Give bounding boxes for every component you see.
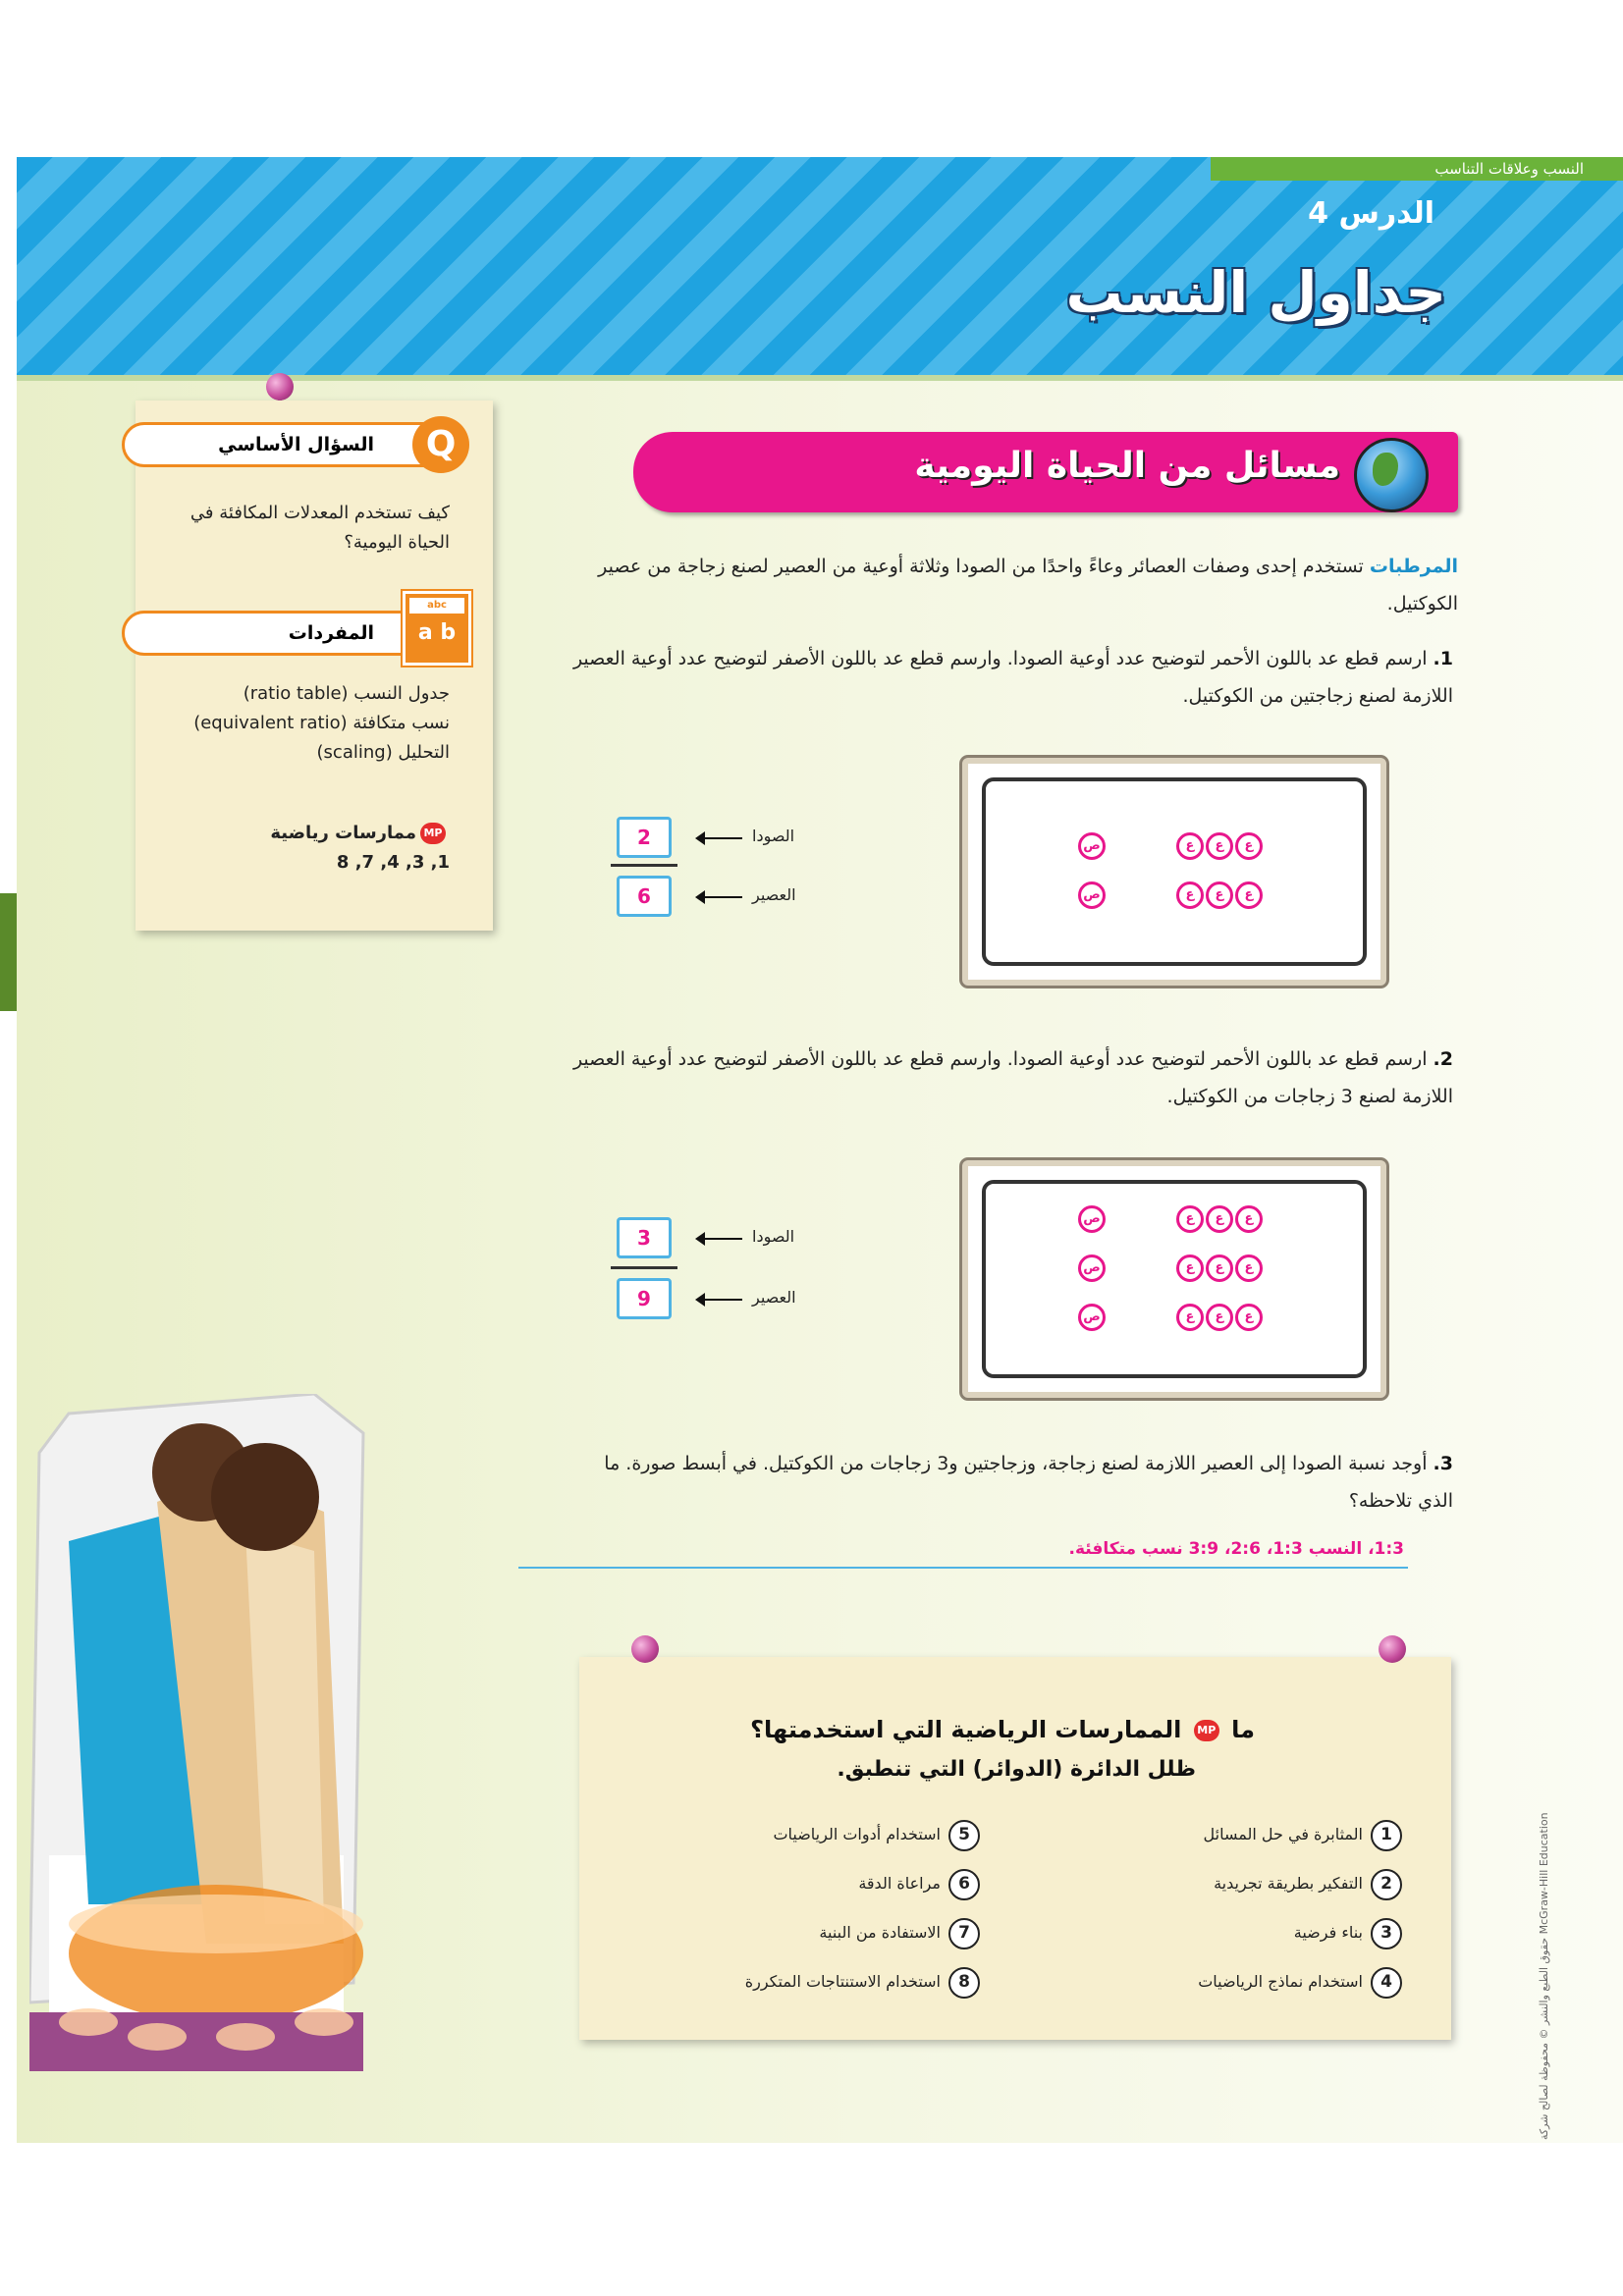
mp-option[interactable]: 7الاستفادة من البنية — [819, 1916, 980, 1949]
juice-counter: ع — [1235, 832, 1263, 860]
soda-counter: ص — [1078, 1304, 1106, 1331]
lesson-number: الدرس 4 — [1308, 196, 1434, 231]
answer-line — [518, 1567, 1408, 1569]
juice-counter: ع — [1206, 832, 1233, 860]
students-photo — [29, 1394, 530, 2110]
essential-question-note — [135, 400, 493, 931]
pushpin-icon — [266, 373, 294, 400]
math-practices-note — [579, 1657, 1451, 2040]
juice-counter: ع — [1235, 1255, 1263, 1282]
essential-question-text: كيف تستخدم المعدلات المكافئة في الحياة اليومية؟ — [189, 503, 450, 553]
juice-counter: ع — [1206, 1304, 1233, 1331]
counters-frame-1 — [962, 758, 1386, 986]
juice-label: العصير — [752, 885, 796, 904]
mp-option[interactable]: 6مراعاة الدقة — [858, 1867, 980, 1900]
essential-question-label: السؤال الأساسي — [122, 422, 446, 467]
intro-text: المرطبات تستخدم إحدى وصفات العصائر وعاءً واحدًا من الصودا وثلاثة أوعية من العصير لصنع زجاجة من عصير الكوكتيل. — [598, 556, 1458, 614]
juice-answer-box[interactable]: 9 — [617, 1278, 672, 1319]
chapter-strip: النسب وعلاقات التناسب — [1211, 157, 1623, 181]
lesson-title: جداول النسب — [1065, 259, 1446, 326]
fraction-bar — [611, 1266, 677, 1269]
vocabulary-item: نسب متكافئة (equivalent ratio) — [193, 713, 450, 733]
counters-frame-2 — [962, 1160, 1386, 1398]
mp-subtitle: ظلل الدائرة (الدوائر) التي تنطبق. — [837, 1757, 1196, 1782]
juice-counter: ع — [1176, 1304, 1204, 1331]
soda-counter: ص — [1078, 832, 1106, 860]
vocabulary-label: المفردات — [122, 611, 446, 656]
juice-counter: ع — [1176, 1205, 1204, 1233]
juice-counter: ع — [1206, 1255, 1233, 1282]
vocabulary-item: جدول النسب (ratio table) — [243, 683, 450, 704]
juice-counter: ع — [1235, 1304, 1263, 1331]
juice-counter: ع — [1176, 1255, 1204, 1282]
mp-option[interactable]: 3بناء فرضية — [1294, 1916, 1402, 1949]
juice-counter: ع — [1176, 832, 1204, 860]
arrow-icon — [703, 1238, 742, 1240]
question-icon: Q — [412, 416, 469, 473]
soda-answer-box[interactable]: 2 — [617, 817, 672, 858]
real-world-banner — [633, 432, 1458, 512]
juice-counter: ع — [1176, 881, 1204, 909]
juice-counter: ع — [1235, 1205, 1263, 1233]
soda-label: الصودا — [752, 1227, 795, 1246]
mp-option[interactable]: 2التفكير بطريقة تجريدية — [1214, 1867, 1402, 1900]
mp-option[interactable]: 5استخدام أدوات الرياضيات — [773, 1818, 980, 1851]
juice-counter: ع — [1206, 881, 1233, 909]
vocabulary-item: التحليل (scaling) — [316, 742, 450, 763]
chapter-tab — [0, 893, 17, 1011]
soda-counter: ص — [1078, 881, 1106, 909]
problem-1: 1. ارسم قطع عد باللون الأحمر لتوضيح عدد أوعية الصودا. وارسم قطع عد باللون الأصفر لتوضيح عدد أوعية العصير اللازمة لصنع زجاجتين من الكوكتيل. — [572, 648, 1453, 707]
problem-3: 3. أوجد نسبة الصودا إلى العصير اللازمة لصنع زجاجة، وزجاجتين و3 زجاجات من الكوكتيل. في أبسط صورة. ما الذي تلاحظه؟ — [604, 1453, 1453, 1512]
real-world-title: مسائل من الحياة اليومية — [914, 446, 1340, 486]
copyright-credit: حقوق الطبع والنشر © محفوظة لصالح شركة McGraw-Hill Education — [1538, 1812, 1550, 2140]
juice-label: العصير — [752, 1288, 796, 1307]
soda-counter: ص — [1078, 1205, 1106, 1233]
soda-answer-box[interactable]: 3 — [617, 1217, 672, 1258]
arrow-icon — [703, 837, 742, 839]
pushpin-icon — [631, 1635, 659, 1663]
fraction-bar — [611, 864, 677, 867]
mp-title: ما MP الممارسات الرياضية التي استخدمتها؟ — [750, 1716, 1255, 1743]
globe-icon — [1354, 438, 1429, 512]
arrow-icon — [703, 896, 742, 898]
mp-option[interactable]: 4استخدام نماذج الرياضيات — [1198, 1965, 1402, 1999]
math-practices-numbers: 1, 3, 4, 7, 8 — [336, 852, 450, 873]
soda-counter: ص — [1078, 1255, 1106, 1282]
juice-counter: ع — [1206, 1205, 1233, 1233]
soda-label: الصودا — [752, 827, 795, 845]
vocabulary-list — [155, 679, 450, 768]
juice-counter: ع — [1235, 881, 1263, 909]
juice-answer-box[interactable]: 6 — [617, 876, 672, 917]
vocabulary-icon: abc a b — [403, 591, 471, 666]
pushpin-icon — [1379, 1635, 1406, 1663]
problem-2: 2. ارسم قطع عد باللون الأحمر لتوضيح عدد أوعية الصودا. وارسم قطع عد باللون الأصفر لتوضيح عدد أوعية العصير اللازمة لصنع 3 زجاجات من الكوكتيل. — [572, 1048, 1453, 1107]
mp-option[interactable]: 8استخدام الاستنتاجات المتكررة — [745, 1965, 980, 1999]
mp-badge-icon: MP — [1194, 1720, 1219, 1741]
arrow-icon — [703, 1299, 742, 1301]
math-practices: MPممارسات رياضية 1, 3, 4, 7, 8 — [155, 819, 450, 878]
page-margin — [0, 157, 17, 2143]
problem-3-answer[interactable]: 1:3، النسب 1:3، 2:6، 3:9 نسب متكافئة. — [1068, 1539, 1404, 1559]
lesson-header — [17, 157, 1623, 381]
mp-option[interactable]: 1المثابرة في حل المسائل — [1204, 1818, 1402, 1851]
mp-badge-icon: MP — [420, 823, 446, 844]
